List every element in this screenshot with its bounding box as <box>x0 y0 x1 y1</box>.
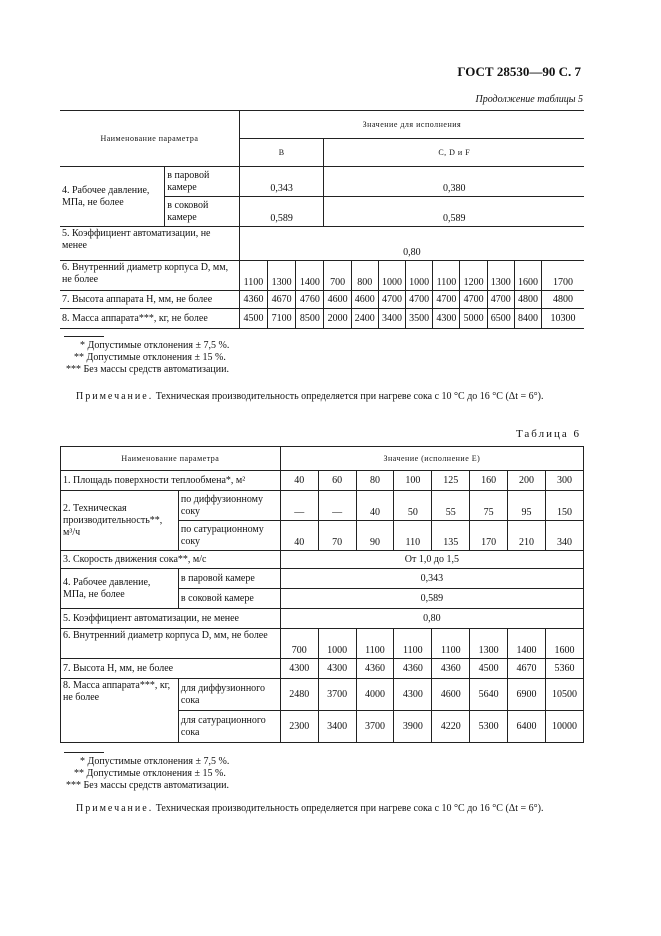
t6-mass-sat-cell: 4220 <box>432 711 470 743</box>
t6-diam-cell: 1100 <box>432 629 470 659</box>
t6-height-cell: 4500 <box>470 659 508 679</box>
t5-steam-b: 0,343 <box>239 167 324 197</box>
t6-prod-sat-label: по сатурационному соку <box>178 521 280 551</box>
t6-mass-sat-label: для сатурационного сока <box>178 711 280 743</box>
t6-diam-cell: 1300 <box>470 629 508 659</box>
t6-mass-sat-cell: 10000 <box>545 711 583 743</box>
t5-height-label: 7. Высота аппарата H, мм, не более <box>60 291 239 309</box>
t6-area-cell: 60 <box>318 471 356 491</box>
t5-juice-cdf: 0,589 <box>324 197 584 227</box>
t6-prod-sat-cell: 90 <box>356 521 394 551</box>
t6-mass-diff-cell: 4600 <box>432 679 470 711</box>
t6-mass-diff-label: для диффузионного сока <box>178 679 280 711</box>
t5-auto-val: 0,80 <box>239 227 584 261</box>
t6-prod-sat-cell: 110 <box>394 521 432 551</box>
t6-height-cell: 4300 <box>280 659 318 679</box>
t6-prod-sat-cell: 135 <box>432 521 470 551</box>
t5-height-cell: 4760 <box>296 291 324 309</box>
t5-height-cell: 4700 <box>406 291 433 309</box>
t5-diam-cell: 1200 <box>460 261 487 291</box>
t5-diam-cell: 1400 <box>296 261 324 291</box>
t5-diam-cell: 1700 <box>542 261 584 291</box>
t5-value-header: Значение для исполнения <box>239 111 584 139</box>
t5-height-cell: 4600 <box>351 291 378 309</box>
t5-mass-cell: 8500 <box>296 309 324 329</box>
t5-steam-label: в паровой камере <box>165 167 240 197</box>
t6-prod-sat-cell: 210 <box>508 521 546 551</box>
t5-diam-cell: 800 <box>351 261 378 291</box>
t6-diam-label: 6. Внутренний диаметр корпуса D, мм, не более <box>61 629 281 659</box>
t5-diam-row <box>60 261 584 291</box>
t5-mass-row <box>60 309 584 329</box>
t6-diam-cell: 1100 <box>356 629 394 659</box>
t6-diam-cell: 1100 <box>394 629 432 659</box>
footnote-divider <box>64 752 104 753</box>
t6-diam-cell: 700 <box>280 629 318 659</box>
t6-prod-diff-cell: 50 <box>394 491 432 521</box>
footnote-1: * Допустимые отклонения ± 7,5 %. <box>80 756 230 767</box>
t6-diam-cell: 1400 <box>508 629 546 659</box>
t6-prod-sat-cell: 170 <box>470 521 508 551</box>
t5-height-cell: 4600 <box>324 291 351 309</box>
t5-diam-cell: 1300 <box>268 261 296 291</box>
t5-mass-cell: 3500 <box>406 309 433 329</box>
note-text: Техническая производительность определяется при нагреве сока с 10 °С до 16 °С (Δt = 6°). <box>153 803 544 814</box>
t5-diam-cell: 1600 <box>514 261 541 291</box>
note-label: Примечание. <box>76 803 154 814</box>
t6-area-cell: 300 <box>545 471 583 491</box>
table6-footnotes <box>66 756 229 792</box>
t5-mass-cell: 2400 <box>351 309 378 329</box>
page-header: ГОСТ 28530—90 С. 7 <box>457 64 581 79</box>
t6-prod-diff-cell: 55 <box>432 491 470 521</box>
t6-juice-label: в соковой камере <box>178 589 280 609</box>
footnote-3: *** Без массы средств автоматизации. <box>66 364 229 375</box>
t6-prod-sat-cell: 340 <box>545 521 583 551</box>
t6-steam-val: 0,343 <box>280 569 583 589</box>
t5-height-cell: 4800 <box>542 291 584 309</box>
table6-note <box>64 802 584 816</box>
t5-diam-cell: 1000 <box>406 261 433 291</box>
t6-height-cell: 4670 <box>508 659 546 679</box>
footnote-2: ** Допустимые отклонения ± 15 %. <box>74 352 226 363</box>
t6-diam-cell: 1000 <box>318 629 356 659</box>
t5-pressure-label: 4. Рабочее давление, МПа, не более <box>60 167 165 227</box>
t5-mass-cell: 2000 <box>324 309 351 329</box>
t5-mass-cell: 3400 <box>378 309 405 329</box>
t5-mass-label: 8. Масса аппарата***, кг, не более <box>60 309 239 329</box>
table-5 <box>60 110 584 329</box>
t6-prod-diff-cell: 150 <box>545 491 583 521</box>
t6-prod-diff-cell: 40 <box>356 491 394 521</box>
footnote-3: *** Без массы средств автоматизации. <box>66 780 229 791</box>
t6-speed-val: От 1,0 до 1,5 <box>280 551 583 569</box>
t6-mass-label: 8. Масса аппарата***, кг, не более <box>61 679 179 743</box>
t6-height-cell: 4300 <box>318 659 356 679</box>
t5-height-cell: 4800 <box>514 291 541 309</box>
t6-mass-diff-cell: 2480 <box>280 679 318 711</box>
t5-mass-cell: 8400 <box>514 309 541 329</box>
t6-height-cell: 4360 <box>394 659 432 679</box>
t6-mass-diff-cell: 3700 <box>318 679 356 711</box>
t6-mass-sat-cell: 3900 <box>394 711 432 743</box>
t5-diam-cell: 1100 <box>433 261 460 291</box>
t6-height-cell: 4360 <box>432 659 470 679</box>
t5-mass-cell: 4300 <box>433 309 460 329</box>
t6-auto-label: 5. Коэффициент автоматизации, не менее <box>61 609 281 629</box>
t5-height-cell: 4700 <box>378 291 405 309</box>
t6-mass-sat-cell: 6400 <box>508 711 546 743</box>
t6-mass-diff-cell: 10500 <box>545 679 583 711</box>
t6-mass-diff-cell: 4000 <box>356 679 394 711</box>
table5-footnotes <box>66 340 229 376</box>
t6-prod-sat-cell: 40 <box>280 521 318 551</box>
t6-diam-cell: 1600 <box>545 629 583 659</box>
t6-param-header: Наименование параметра <box>61 447 281 471</box>
t5-mass-cell: 10300 <box>542 309 584 329</box>
footnote-1: * Допустимые отклонения ± 7,5 %. <box>80 340 230 351</box>
t5-height-cell: 4670 <box>268 291 296 309</box>
t6-prod-diff-label: по диффузионному соку <box>178 491 280 521</box>
t5-height-cell: 4700 <box>460 291 487 309</box>
t5-height-row <box>60 291 584 309</box>
t5-diam-label: 6. Внутренний диаметр корпуса D, мм, не более <box>60 261 239 291</box>
t6-area-cell: 125 <box>432 471 470 491</box>
t5-steam-cdf: 0,380 <box>324 167 584 197</box>
t5-mass-cell: 6500 <box>487 309 514 329</box>
t5-mass-cell: 5000 <box>460 309 487 329</box>
footnote-divider <box>64 336 104 337</box>
t5-diam-cell: 700 <box>324 261 351 291</box>
t6-auto-val: 0,80 <box>280 609 583 629</box>
t6-steam-label: в паровой камере <box>178 569 280 589</box>
table6-caption: Таблица 6 <box>515 428 581 440</box>
t6-value-header: Значение (исполнение Е) <box>280 447 583 471</box>
t5-juice-label: в соковой камере <box>165 197 240 227</box>
t5-param-header: Наименование параметра <box>60 111 239 167</box>
t6-mass-sat-cell: 3700 <box>356 711 394 743</box>
t5-diam-cell: 1000 <box>378 261 405 291</box>
t5-col-cdf: С, D и F <box>324 139 584 167</box>
t6-height-label: 7. Высота H, мм, не более <box>61 659 281 679</box>
t5-mass-cell: 4500 <box>239 309 267 329</box>
t5-auto-label: 5. Коэффициент автоматизации, не менее <box>60 227 239 261</box>
t5-juice-b: 0,589 <box>239 197 324 227</box>
t5-diam-cell: 1300 <box>487 261 514 291</box>
t6-mass-sat-cell: 2300 <box>280 711 318 743</box>
t6-area-label: 1. Площадь поверхности теплообмена*, м² <box>61 471 281 491</box>
table5-note <box>76 390 543 404</box>
t6-mass-diff-cell: 4300 <box>394 679 432 711</box>
t5-diam-cell: 1100 <box>239 261 267 291</box>
t6-prod-diff-cell: 95 <box>508 491 546 521</box>
t6-area-cell: 200 <box>508 471 546 491</box>
note-label: Примечание. <box>76 391 154 402</box>
t5-height-cell: 4700 <box>433 291 460 309</box>
t6-speed-label: 3. Скорость движения сока**, м/с <box>61 551 281 569</box>
t6-height-cell: 5360 <box>545 659 583 679</box>
t6-height-cell: 4360 <box>356 659 394 679</box>
t6-area-cell: 40 <box>280 471 318 491</box>
t6-area-cell: 160 <box>470 471 508 491</box>
t6-prod-diff-cell: — <box>280 491 318 521</box>
t6-juice-val: 0,589 <box>280 589 583 609</box>
t5-mass-cell: 7100 <box>268 309 296 329</box>
t6-mass-sat-cell: 5300 <box>470 711 508 743</box>
t5-height-cell: 4700 <box>487 291 514 309</box>
table-6 <box>60 446 584 743</box>
table-continuation-label: Продолжение таблицы 5 <box>475 94 583 105</box>
t5-height-cell: 4360 <box>239 291 267 309</box>
t6-pressure-label: 4. Рабочее давление, МПа, не более <box>61 569 179 609</box>
t6-mass-sat-cell: 3400 <box>318 711 356 743</box>
note-text: Техническая производительность определяется при нагреве сока с 10 °С до 16 °С (Δt = 6°). <box>153 391 544 402</box>
footnote-2: ** Допустимые отклонения ± 15 %. <box>74 768 226 779</box>
t6-prod-label: 2. Техническая производительность**, м³/ч <box>61 491 179 551</box>
t6-area-cell: 80 <box>356 471 394 491</box>
t6-prod-diff-cell: 75 <box>470 491 508 521</box>
t6-area-cell: 100 <box>394 471 432 491</box>
t6-mass-diff-cell: 5640 <box>470 679 508 711</box>
t6-prod-sat-cell: 70 <box>318 521 356 551</box>
t5-col-b: В <box>239 139 324 167</box>
t6-mass-diff-cell: 6900 <box>508 679 546 711</box>
t6-prod-diff-cell: — <box>318 491 356 521</box>
